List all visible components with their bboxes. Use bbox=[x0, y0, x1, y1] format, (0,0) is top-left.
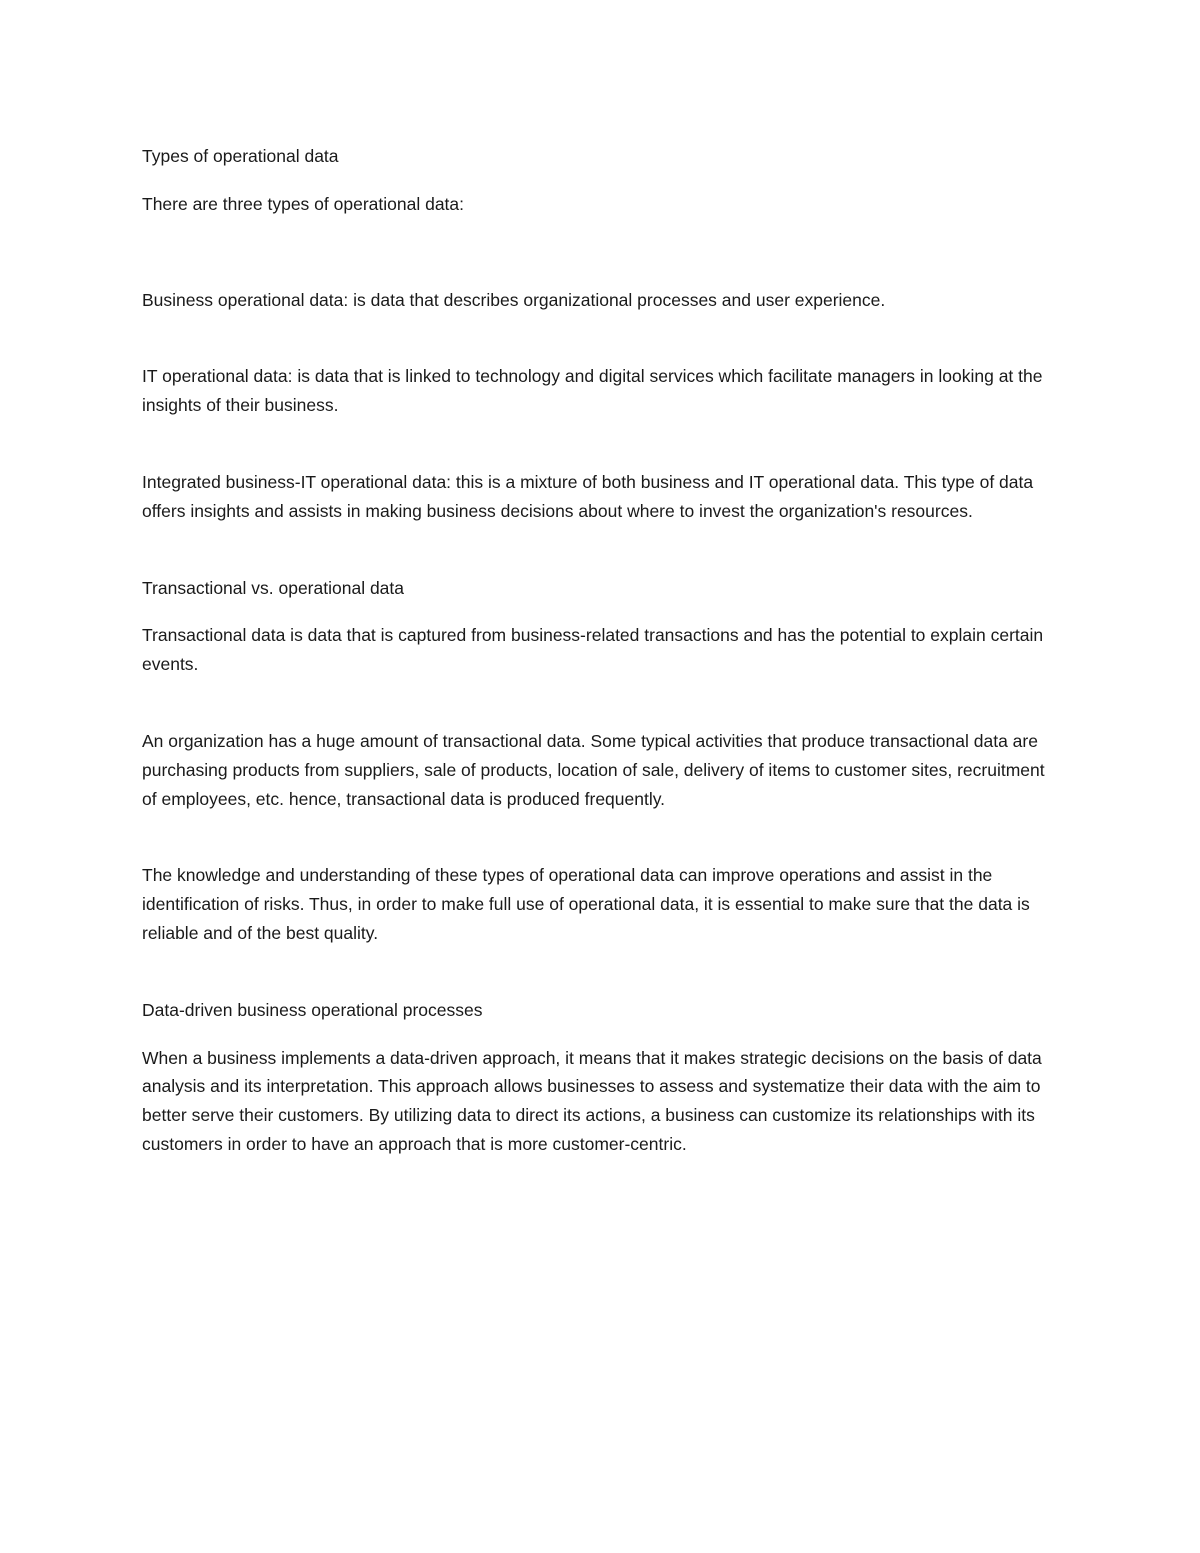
knowledge-paragraph: The knowledge and understanding of these types of operational data can improve operations and assist in the identification of risks. Thus, in order to make full use of operational data, it is essential to make sure that the data is reliable and of the best quality. bbox=[142, 865, 1030, 943]
transactional-definition-paragraph: Transactional data is data that is captured from business-related transactions and has the potential to explain certain events. bbox=[142, 625, 1044, 675]
document-body bbox=[142, 142, 1060, 1159]
section-heading-transactional: Transactional vs. operational data bbox=[142, 577, 405, 598]
section-heading-types: Types of operational data bbox=[142, 146, 339, 166]
intro-paragraph: There are three types of operational data: bbox=[142, 193, 465, 214]
transactional-examples-paragraph: An organization has a huge amount of transactional data. Some typical activities that produce transactional data are purchasing products from suppliers, sale of products, location of sale, delivery of items to customer sites, recruitment of employees, etc. hence, transactional data is produced frequently. bbox=[142, 730, 1045, 809]
business-operational-paragraph: Business operational data: is data that describes organizational processes and user experience. bbox=[142, 289, 886, 310]
data-driven-paragraph: When a business implements a data-driven approach, it means that it makes strategic decisions on the basis of data analysis and its interpretation. This approach allows businesses to assess and systematize their data with the aim to better serve their customers. By utilizing data to direct its actions, a business can customize its relationships with its customers in order to have an approach that is more customer-centric. bbox=[142, 1047, 1042, 1154]
integrated-operational-paragraph: Integrated business-IT operational data: this is a mixture of both business and IT operational data. This type of data offers insights and assists in making business decisions about where to invest the organization's resources. bbox=[142, 471, 1034, 521]
section-heading-data-driven: Data-driven business operational processes bbox=[142, 999, 483, 1020]
it-operational-paragraph: IT operational data: is data that is linked to technology and digital services which facilitate managers in looking at the insights of their business. bbox=[142, 366, 1043, 416]
